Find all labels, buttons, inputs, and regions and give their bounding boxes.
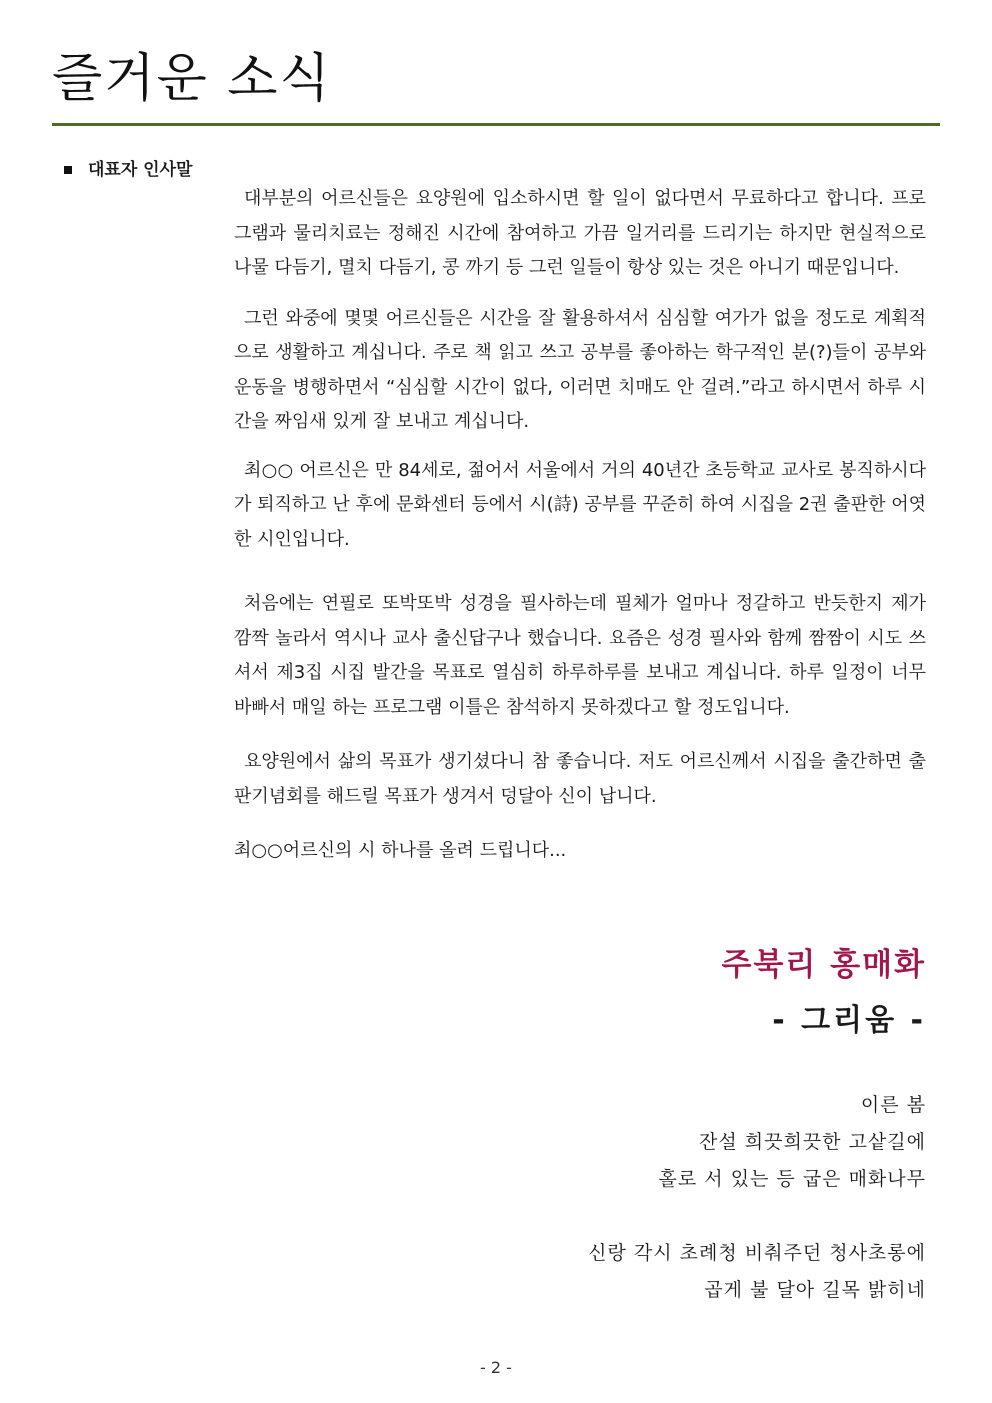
poem-title: 주북리 홍매화 (721, 947, 926, 983)
section-heading-label: 대표자 인사말 (88, 160, 193, 180)
page-number: - 2 - (480, 1358, 512, 1377)
poem-line: 홀로 서 있는 등 굽은 매화나무 (658, 1168, 926, 1190)
paragraph-4: 처음에는 연필로 또박또박 성경을 필사하는데 필체가 얼마나 정갈하고 반듯한지 제가 깜짝 놀라서 역시나 교사 출신답구나 했습니다. 요즘은 성경 필사와 함께 짬짬이 시도 쓰셔서 제3집 시집 발간을 목표로 열심히 하루하루를 보내고 계십니다. 하루 일정이 너무 바빠서 매일 하는 프로그램 이틀은 참석하지 못하겠다고 할 정도입니다. (234, 593, 926, 718)
section-heading (64, 157, 192, 183)
title-divider (52, 123, 940, 126)
paragraph-1: 대부분의 어르신들은 요양원에 입소하시면 할 일이 없다면서 무료하다고 합니다. 프로그램과 물리치료는 정해진 시간에 참여하고 가끔 일거리를 드리기는 하지만 현실적으로 나물 다듬기, 멸치 다듬기, 콩 까기 등 그런 일들이 항상 있는 것은 아니기 때문입니다. (234, 188, 926, 278)
square-bullet-icon (64, 166, 72, 174)
paragraph-6: 최○○어르신의 시 하나를 올려 드립니다... (234, 840, 567, 861)
body-text (234, 182, 926, 869)
paragraph-3: 최○○ 어르신은 만 84세로, 젊어서 서울에서 거의 40년간 초등학교 교사로 봉직하시다가 퇴직하고 난 후에 문화센터 등에서 시(詩) 공부를 꾸준히 하여 시집을 2권 출판한 어엿한 시인입니다. (234, 459, 926, 550)
paragraph-5: 요양원에서 삶의 목표가 생기셨다니 참 좋습니다. 저도 어르신께서 시집을 출간하면 출판기념회를 해드릴 목표가 생겨서 덩달아 신이 납니다. (234, 751, 926, 807)
page-title: 즐거운 소식 (52, 49, 332, 109)
poem-line: 곱게 불 달아 길목 밝히네 (704, 1279, 926, 1301)
poem-body (588, 1087, 926, 1309)
poem-line: 잔설 희끗희끗한 고샅길에 (699, 1131, 926, 1153)
poem-line: 이른 봄 (860, 1094, 926, 1116)
poem-line: 신랑 각시 초례청 비춰주던 청사초롱에 (588, 1242, 926, 1264)
poem-subtitle: - 그리움 - (772, 1003, 926, 1038)
stanza-gap (588, 1198, 926, 1235)
paragraph-2: 그런 와중에 몇몇 어르신들은 시간을 잘 활용하셔서 심심할 여가가 없을 정도로 계획적으로 생활하고 계십니다. 주로 책 읽고 쓰고 공부를 좋아하는 학구적인 분(?)들이 공부와 운동을 병행하면서 “심심할 시간이 없다, 이러면 치매도 안 걸려.”라고 하시면서 하루 시간을 짜임새 있게 잘 보내고 계십니다. (234, 307, 926, 432)
